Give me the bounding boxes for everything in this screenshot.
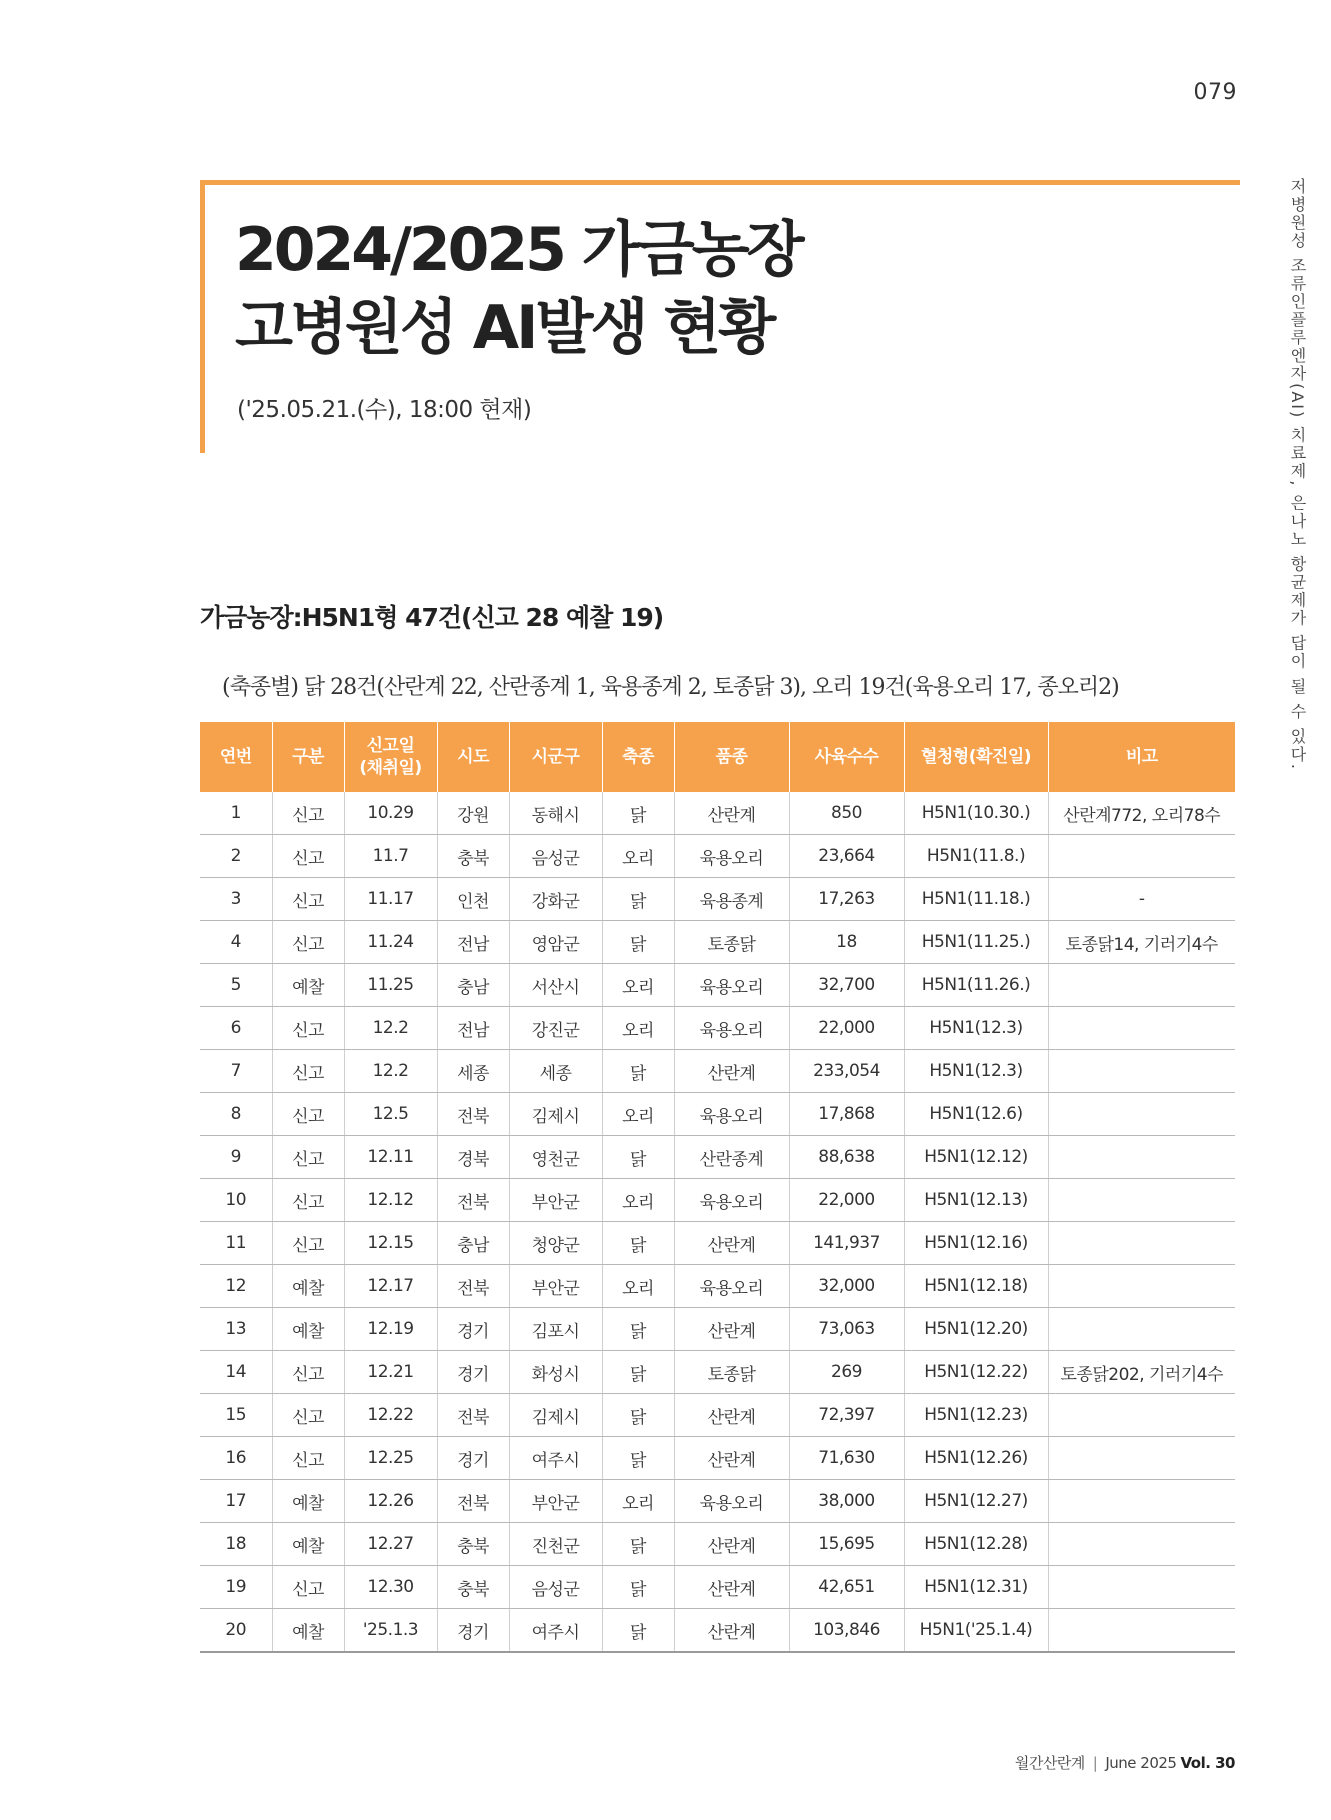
cell-breed: 토종닭 bbox=[674, 921, 789, 964]
cell-count: 22,000 bbox=[789, 1007, 904, 1050]
cell-date: '25.1.3 bbox=[344, 1609, 437, 1653]
cell-note bbox=[1048, 1480, 1235, 1523]
cell-serotype: H5N1(12.22) bbox=[904, 1351, 1048, 1394]
cell-serotype: H5N1(12.13) bbox=[904, 1179, 1048, 1222]
cell-no: 1 bbox=[200, 792, 272, 835]
cell-note bbox=[1048, 1265, 1235, 1308]
cell-date: 12.2 bbox=[344, 1050, 437, 1093]
cell-city: 김제시 bbox=[509, 1093, 602, 1136]
cell-province: 전남 bbox=[437, 1007, 509, 1050]
footer-magazine: 월간산란계 bbox=[1014, 1754, 1085, 1772]
cell-count: 71,630 bbox=[789, 1437, 904, 1480]
cell-city: 김제시 bbox=[509, 1394, 602, 1437]
table-row bbox=[200, 1222, 1235, 1265]
cell-species: 오리 bbox=[602, 1265, 674, 1308]
cell-serotype: H5N1(11.8.) bbox=[904, 835, 1048, 878]
species-summary: (축종별) 닭 28건(산란계 22, 산란종계 1, 육용종계 2, 토종닭 3), 오리 19건(육용오리 17, 종오리2) bbox=[222, 675, 1119, 700]
cell-type: 신고 bbox=[272, 1351, 344, 1394]
cell-type: 신고 bbox=[272, 792, 344, 835]
cell-province: 전북 bbox=[437, 1093, 509, 1136]
cell-breed: 육용오리 bbox=[674, 1265, 789, 1308]
cell-species: 오리 bbox=[602, 1093, 674, 1136]
cell-breed: 산란계 bbox=[674, 1050, 789, 1093]
cell-date: 11.25 bbox=[344, 964, 437, 1007]
table-row bbox=[200, 1351, 1235, 1394]
cell-species: 닭 bbox=[602, 1222, 674, 1265]
cell-no: 16 bbox=[200, 1437, 272, 1480]
header-no: 연번 bbox=[200, 722, 272, 792]
cell-city: 김포시 bbox=[509, 1308, 602, 1351]
cell-province: 충남 bbox=[437, 1222, 509, 1265]
table-row bbox=[200, 964, 1235, 1007]
cell-breed: 육용오리 bbox=[674, 964, 789, 1007]
cell-city: 강진군 bbox=[509, 1007, 602, 1050]
cell-type: 신고 bbox=[272, 1093, 344, 1136]
cell-count: 850 bbox=[789, 792, 904, 835]
cell-type: 예찰 bbox=[272, 1265, 344, 1308]
cell-type: 신고 bbox=[272, 1136, 344, 1179]
cell-serotype: H5N1(12.28) bbox=[904, 1523, 1048, 1566]
cell-count: 23,664 bbox=[789, 835, 904, 878]
cell-note bbox=[1048, 1609, 1235, 1653]
table-row bbox=[200, 1308, 1235, 1351]
header-species: 축종 bbox=[602, 722, 674, 792]
cell-date: 12.15 bbox=[344, 1222, 437, 1265]
cell-breed: 육용오리 bbox=[674, 1093, 789, 1136]
cell-species: 닭 bbox=[602, 1351, 674, 1394]
footer-issue: June 2025 bbox=[1105, 1754, 1177, 1772]
cell-breed: 산란계 bbox=[674, 1523, 789, 1566]
cell-serotype: H5N1(12.18) bbox=[904, 1265, 1048, 1308]
cell-no: 20 bbox=[200, 1609, 272, 1653]
table-row bbox=[200, 878, 1235, 921]
table-row bbox=[200, 1136, 1235, 1179]
cell-note bbox=[1048, 835, 1235, 878]
cell-city: 부안군 bbox=[509, 1265, 602, 1308]
cell-species: 닭 bbox=[602, 1136, 674, 1179]
table-row bbox=[200, 1609, 1235, 1653]
page-title-line1: 2024/2025 가금농장 bbox=[235, 215, 802, 285]
cell-province: 충북 bbox=[437, 1566, 509, 1609]
cell-type: 신고 bbox=[272, 1437, 344, 1480]
cell-type: 예찰 bbox=[272, 1523, 344, 1566]
page-title-line2: 고병원성 AI발생 현황 bbox=[235, 293, 774, 363]
cell-species: 닭 bbox=[602, 1566, 674, 1609]
table-row bbox=[200, 1179, 1235, 1222]
cell-serotype: H5N1(11.25.) bbox=[904, 921, 1048, 964]
cell-note bbox=[1048, 1308, 1235, 1351]
cell-breed: 육용오리 bbox=[674, 835, 789, 878]
cell-serotype: H5N1(12.31) bbox=[904, 1566, 1048, 1609]
table-row bbox=[200, 1394, 1235, 1437]
cell-type: 예찰 bbox=[272, 964, 344, 1007]
cell-species: 닭 bbox=[602, 1609, 674, 1653]
table-row bbox=[200, 1480, 1235, 1523]
cell-count: 88,638 bbox=[789, 1136, 904, 1179]
cell-species: 오리 bbox=[602, 835, 674, 878]
cell-date: 11.24 bbox=[344, 921, 437, 964]
cell-province: 인천 bbox=[437, 878, 509, 921]
cell-no: 8 bbox=[200, 1093, 272, 1136]
table-row bbox=[200, 835, 1235, 878]
cell-count: 141,937 bbox=[789, 1222, 904, 1265]
cell-type: 신고 bbox=[272, 878, 344, 921]
table-row bbox=[200, 1050, 1235, 1093]
cell-note bbox=[1048, 1437, 1235, 1480]
table-row bbox=[200, 1566, 1235, 1609]
cell-city: 음성군 bbox=[509, 1566, 602, 1609]
cell-no: 17 bbox=[200, 1480, 272, 1523]
cell-type: 신고 bbox=[272, 1394, 344, 1437]
cell-count: 73,063 bbox=[789, 1308, 904, 1351]
cell-date: 12.30 bbox=[344, 1566, 437, 1609]
table-header-row bbox=[200, 722, 1235, 792]
cell-count: 17,868 bbox=[789, 1093, 904, 1136]
cell-serotype: H5N1(12.26) bbox=[904, 1437, 1048, 1480]
cell-species: 닭 bbox=[602, 1394, 674, 1437]
section-heading: 가금농장:H5N1형 47건(신고 28 예찰 19) bbox=[200, 603, 664, 632]
cell-serotype: H5N1(12.6) bbox=[904, 1093, 1048, 1136]
title-date: ('25.05.21.(수), 18:00 현재) bbox=[237, 397, 532, 423]
cell-province: 충북 bbox=[437, 835, 509, 878]
cell-date: 10.29 bbox=[344, 792, 437, 835]
page-number: 079 bbox=[1193, 80, 1237, 105]
cell-type: 신고 bbox=[272, 921, 344, 964]
cell-city: 부안군 bbox=[509, 1179, 602, 1222]
cell-province: 전북 bbox=[437, 1265, 509, 1308]
cell-serotype: H5N1(12.12) bbox=[904, 1136, 1048, 1179]
title-block bbox=[200, 180, 1240, 453]
cell-breed: 산란계 bbox=[674, 1394, 789, 1437]
cell-type: 신고 bbox=[272, 1007, 344, 1050]
cell-type: 예찰 bbox=[272, 1308, 344, 1351]
cell-breed: 산란계 bbox=[674, 792, 789, 835]
cell-city: 음성군 bbox=[509, 835, 602, 878]
cell-no: 5 bbox=[200, 964, 272, 1007]
cell-city: 화성시 bbox=[509, 1351, 602, 1394]
cell-breed: 산란계 bbox=[674, 1437, 789, 1480]
cell-date: 12.21 bbox=[344, 1351, 437, 1394]
cell-no: 13 bbox=[200, 1308, 272, 1351]
cell-date: 12.17 bbox=[344, 1265, 437, 1308]
cell-province: 전남 bbox=[437, 921, 509, 964]
cell-date: 12.12 bbox=[344, 1179, 437, 1222]
cell-type: 예찰 bbox=[272, 1609, 344, 1653]
side-note: 저병원성 조류인플루엔자(AI) 치료제, 은나노 항균제가 답이 될 수 있다. bbox=[1288, 178, 1307, 772]
cell-note bbox=[1048, 1523, 1235, 1566]
cell-province: 경기 bbox=[437, 1609, 509, 1653]
table-row bbox=[200, 1007, 1235, 1050]
cell-breed: 육용오리 bbox=[674, 1179, 789, 1222]
cell-count: 103,846 bbox=[789, 1609, 904, 1653]
cell-date: 12.26 bbox=[344, 1480, 437, 1523]
cell-note bbox=[1048, 1007, 1235, 1050]
cell-count: 72,397 bbox=[789, 1394, 904, 1437]
cell-type: 신고 bbox=[272, 1050, 344, 1093]
cell-serotype: H5N1(12.27) bbox=[904, 1480, 1048, 1523]
footer-separator: | bbox=[1092, 1754, 1098, 1772]
cell-serotype: H5N1(10.30.) bbox=[904, 792, 1048, 835]
header-note: 비고 bbox=[1048, 722, 1235, 792]
cell-serotype: H5N1(12.3) bbox=[904, 1050, 1048, 1093]
cell-city: 영암군 bbox=[509, 921, 602, 964]
cell-no: 15 bbox=[200, 1394, 272, 1437]
cell-breed: 육용종계 bbox=[674, 878, 789, 921]
cell-date: 12.25 bbox=[344, 1437, 437, 1480]
cell-province: 경기 bbox=[437, 1437, 509, 1480]
cell-no: 18 bbox=[200, 1523, 272, 1566]
cell-city: 여주시 bbox=[509, 1437, 602, 1480]
cell-note bbox=[1048, 964, 1235, 1007]
cell-count: 32,700 bbox=[789, 964, 904, 1007]
cell-province: 충북 bbox=[437, 1523, 509, 1566]
cell-no: 4 bbox=[200, 921, 272, 964]
cell-province: 경기 bbox=[437, 1308, 509, 1351]
cell-serotype: H5N1(11.26.) bbox=[904, 964, 1048, 1007]
cell-type: 신고 bbox=[272, 1222, 344, 1265]
cell-note bbox=[1048, 1566, 1235, 1609]
cell-no: 9 bbox=[200, 1136, 272, 1179]
cell-no: 6 bbox=[200, 1007, 272, 1050]
cell-province: 경북 bbox=[437, 1136, 509, 1179]
cell-date: 12.11 bbox=[344, 1136, 437, 1179]
cell-breed: 육용오리 bbox=[674, 1007, 789, 1050]
cell-province: 충남 bbox=[437, 964, 509, 1007]
cell-species: 닭 bbox=[602, 792, 674, 835]
cell-date: 12.22 bbox=[344, 1394, 437, 1437]
cell-species: 오리 bbox=[602, 964, 674, 1007]
cell-date: 12.27 bbox=[344, 1523, 437, 1566]
cell-province: 세종 bbox=[437, 1050, 509, 1093]
cell-note bbox=[1048, 1093, 1235, 1136]
cell-city: 강화군 bbox=[509, 878, 602, 921]
cell-breed: 산란종계 bbox=[674, 1136, 789, 1179]
table-body bbox=[200, 792, 1235, 1652]
cell-type: 신고 bbox=[272, 1566, 344, 1609]
cell-count: 32,000 bbox=[789, 1265, 904, 1308]
header-date bbox=[344, 722, 437, 792]
cell-city: 진천군 bbox=[509, 1523, 602, 1566]
cell-serotype: H5N1(12.3) bbox=[904, 1007, 1048, 1050]
cell-count: 233,054 bbox=[789, 1050, 904, 1093]
cell-no: 11 bbox=[200, 1222, 272, 1265]
table-row bbox=[200, 1437, 1235, 1480]
cell-breed: 육용오리 bbox=[674, 1480, 789, 1523]
cell-breed: 토종닭 bbox=[674, 1351, 789, 1394]
cell-province: 전북 bbox=[437, 1480, 509, 1523]
cell-type: 신고 bbox=[272, 835, 344, 878]
cell-city: 여주시 bbox=[509, 1609, 602, 1653]
header-date-line1: 신고일 bbox=[366, 736, 415, 756]
cell-date: 11.17 bbox=[344, 878, 437, 921]
cell-city: 청양군 bbox=[509, 1222, 602, 1265]
cell-count: 38,000 bbox=[789, 1480, 904, 1523]
cell-serotype: H5N1(12.16) bbox=[904, 1222, 1048, 1265]
cell-note bbox=[1048, 1050, 1235, 1093]
cell-breed: 산란계 bbox=[674, 1308, 789, 1351]
cell-note bbox=[1048, 1136, 1235, 1179]
cell-breed: 산란계 bbox=[674, 1566, 789, 1609]
table-row bbox=[200, 921, 1235, 964]
cell-province: 전북 bbox=[437, 1179, 509, 1222]
cell-breed: 산란계 bbox=[674, 1609, 789, 1653]
cell-city: 세종 bbox=[509, 1050, 602, 1093]
cell-type: 신고 bbox=[272, 1179, 344, 1222]
footer-volume: Vol. 30 bbox=[1180, 1754, 1235, 1772]
table-row bbox=[200, 792, 1235, 835]
table-row bbox=[200, 1523, 1235, 1566]
cell-note: 산란계772, 오리78수 bbox=[1048, 792, 1235, 835]
cell-serotype: H5N1(12.20) bbox=[904, 1308, 1048, 1351]
cell-note: 토종닭202, 기러기4수 bbox=[1048, 1351, 1235, 1394]
cell-no: 2 bbox=[200, 835, 272, 878]
cell-no: 3 bbox=[200, 878, 272, 921]
header-province: 시도 bbox=[437, 722, 509, 792]
cell-no: 12 bbox=[200, 1265, 272, 1308]
cell-province: 전북 bbox=[437, 1394, 509, 1437]
header-city: 시군구 bbox=[509, 722, 602, 792]
cell-date: 11.7 bbox=[344, 835, 437, 878]
cell-species: 닭 bbox=[602, 1523, 674, 1566]
cell-date: 12.2 bbox=[344, 1007, 437, 1050]
cell-species: 닭 bbox=[602, 878, 674, 921]
cell-city: 부안군 bbox=[509, 1480, 602, 1523]
cell-serotype: H5N1('25.1.4) bbox=[904, 1609, 1048, 1653]
cell-serotype: H5N1(11.18.) bbox=[904, 878, 1048, 921]
cell-note: 토종닭14, 기러기4수 bbox=[1048, 921, 1235, 964]
cell-note: - bbox=[1048, 878, 1235, 921]
header-breed: 품종 bbox=[674, 722, 789, 792]
cell-species: 오리 bbox=[602, 1179, 674, 1222]
cell-count: 18 bbox=[789, 921, 904, 964]
cell-count: 15,695 bbox=[789, 1523, 904, 1566]
cell-count: 17,263 bbox=[789, 878, 904, 921]
cell-date: 12.19 bbox=[344, 1308, 437, 1351]
cell-serotype: H5N1(12.23) bbox=[904, 1394, 1048, 1437]
cell-note bbox=[1048, 1394, 1235, 1437]
header-count: 사육수수 bbox=[789, 722, 904, 792]
cell-species: 오리 bbox=[602, 1480, 674, 1523]
cell-city: 서산시 bbox=[509, 964, 602, 1007]
cell-count: 269 bbox=[789, 1351, 904, 1394]
cell-note bbox=[1048, 1179, 1235, 1222]
table-row bbox=[200, 1093, 1235, 1136]
cell-species: 닭 bbox=[602, 921, 674, 964]
cell-no: 14 bbox=[200, 1351, 272, 1394]
cell-city: 동해시 bbox=[509, 792, 602, 835]
cell-no: 19 bbox=[200, 1566, 272, 1609]
footer bbox=[1015, 1752, 1235, 1773]
cell-city: 영천군 bbox=[509, 1136, 602, 1179]
cell-species: 닭 bbox=[602, 1437, 674, 1480]
outbreak-table bbox=[200, 722, 1235, 1653]
header-type: 구분 bbox=[272, 722, 344, 792]
table-row bbox=[200, 1265, 1235, 1308]
cell-no: 7 bbox=[200, 1050, 272, 1093]
page-title bbox=[235, 211, 802, 367]
cell-type: 예찰 bbox=[272, 1480, 344, 1523]
cell-breed: 산란계 bbox=[674, 1222, 789, 1265]
header-serotype: 혈청형(확진일) bbox=[904, 722, 1048, 792]
cell-date: 12.5 bbox=[344, 1093, 437, 1136]
cell-species: 오리 bbox=[602, 1007, 674, 1050]
cell-count: 22,000 bbox=[789, 1179, 904, 1222]
header-date-line2: (채취일) bbox=[359, 758, 422, 778]
cell-no: 10 bbox=[200, 1179, 272, 1222]
cell-species: 닭 bbox=[602, 1050, 674, 1093]
cell-note bbox=[1048, 1222, 1235, 1265]
cell-species: 닭 bbox=[602, 1308, 674, 1351]
cell-province: 경기 bbox=[437, 1351, 509, 1394]
cell-count: 42,651 bbox=[789, 1566, 904, 1609]
cell-province: 강원 bbox=[437, 792, 509, 835]
